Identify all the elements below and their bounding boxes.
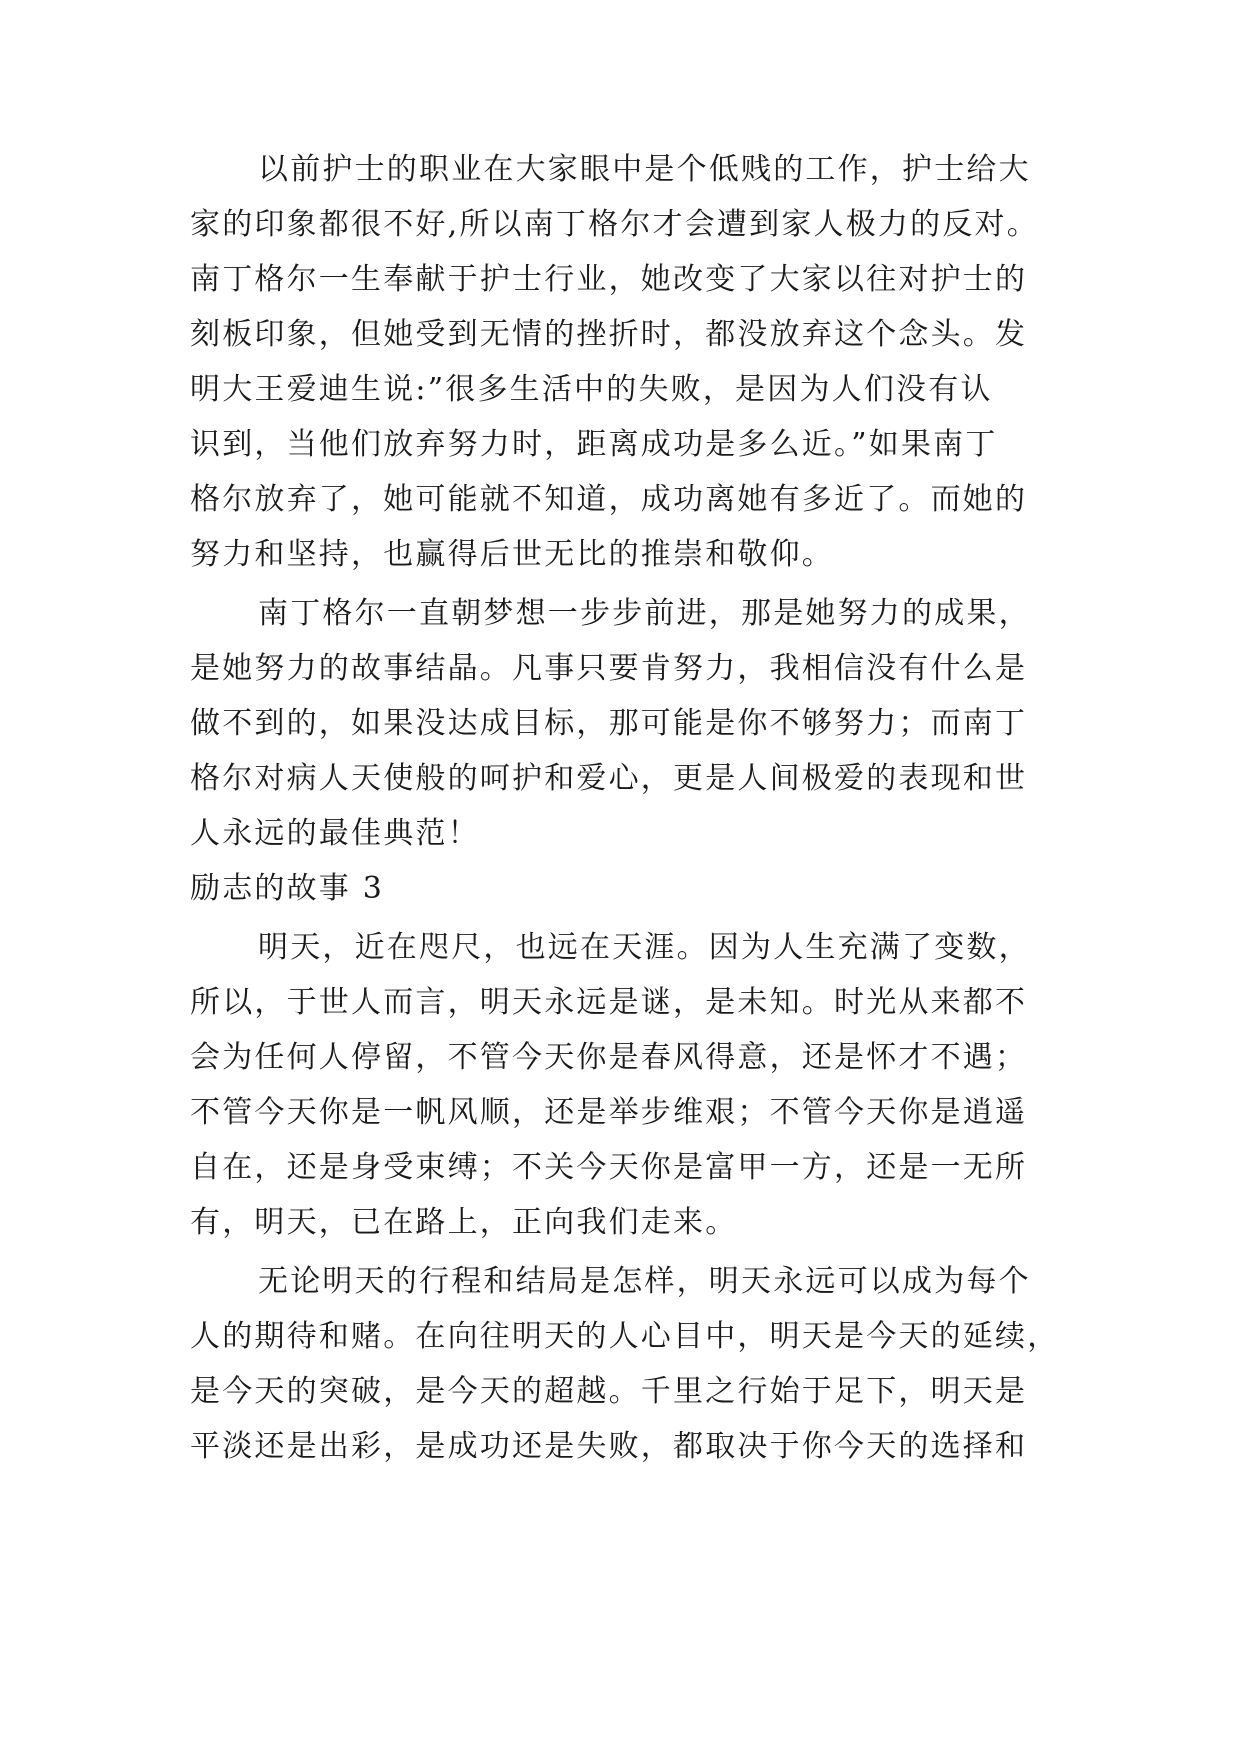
paragraph-line: 南丁格尔一直朝梦想一步步前进，那是她努力的成果， — [258, 596, 1031, 631]
paragraph-line: 自在，还是身受束缚；不关今天你是富甲一方，还是一无所 — [190, 1150, 1028, 1185]
paragraph-line: 是她努力的故事结晶。凡事只要肯努力，我相信没有什么是 — [190, 651, 1028, 686]
paragraph-line: 识到，当他们放弃努力时，距离成功是多么近。”如果南丁 — [190, 427, 998, 462]
paragraph-line: 明天，近在咫尺，也远在天涯。因为人生充满了变数， — [258, 930, 1031, 965]
paragraph-line: 家的印象都很不好,所以南丁格尔才会遭到家人极力的反对。 — [190, 207, 1039, 242]
paragraph-line: 人永远的最佳典范！ — [190, 816, 480, 851]
paragraph-line: 格尔对病人天使般的呵护和爱心，更是人间极爱的表现和世 — [190, 761, 1028, 796]
paragraph-line: 平淡还是出彩，是成功还是失败，都取决于你今天的选择和 — [190, 1429, 1028, 1464]
paragraph-line: 做不到的，如果没达成目标，那可能是你不够努力；而南丁 — [190, 706, 1028, 741]
paragraph-line: 努力和坚持，也赢得后世无比的推崇和敬仰。 — [190, 537, 834, 572]
paragraph-line: 刻板印象，但她受到无情的挫折时，都没放弃这个念头。发 — [190, 317, 1028, 352]
paragraph-line: 以前护士的职业在大家眼中是个低贱的工作，护士给大 — [258, 152, 1031, 187]
paragraph-line: 有，明天，已在路上，正向我们走来。 — [190, 1205, 738, 1240]
paragraph-line: 南丁格尔一生奉献于护士行业，她改变了大家以往对护士的 — [190, 262, 1028, 297]
paragraph-line: 格尔放弃了，她可能就不知道，成功离她有多近了。而她的 — [190, 482, 1028, 517]
paragraph-line: 不管今天你是一帆风顺，还是举步维艰；不管今天你是逍遥 — [190, 1095, 1028, 1130]
paragraph-line: 是今天的突破，是今天的超越。千里之行始于足下，明天是 — [190, 1374, 1028, 1409]
paragraph-line: 明大王爱迪生说:”很多生活中的失败，是因为人们没有认 — [190, 372, 993, 407]
paragraph-line: 所以，于世人而言，明天永远是谜，是未知。时光从来都不 — [190, 985, 1028, 1020]
paragraph-line: 人的期待和赌。在向往明天的人心目中，明天是今天的延续， — [190, 1319, 1060, 1354]
paragraph-line: 无论明天的行程和结局是怎样，明天永远可以成为每个 — [258, 1264, 1031, 1299]
paragraph-line: 会为任何人停留，不管今天你是春风得意，还是怀才不遇； — [190, 1040, 1028, 1075]
section-heading: 励志的故事 3 — [190, 871, 385, 906]
